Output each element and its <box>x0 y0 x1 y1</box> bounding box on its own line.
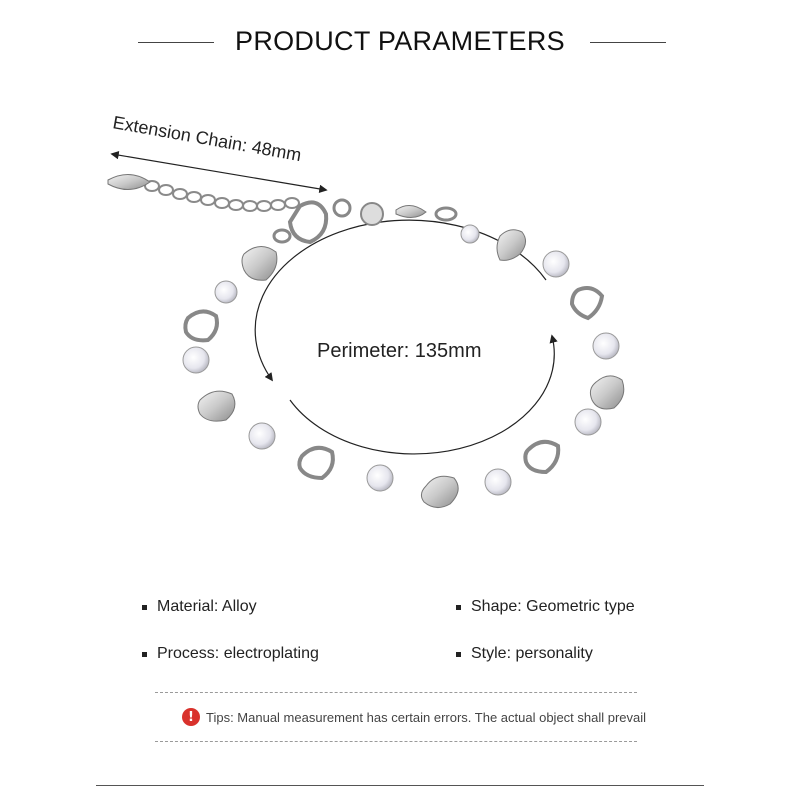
header <box>0 22 800 62</box>
bracelet-illustration <box>0 90 800 550</box>
spec-shape <box>456 598 635 616</box>
bullet-icon <box>456 652 461 657</box>
tips-text: Tips: Manual measurement has certain errors. The actual object shall prevail <box>206 709 647 725</box>
spec-style <box>456 645 593 663</box>
extension-chain <box>145 181 299 211</box>
bottom-divider <box>96 785 704 786</box>
spec-process <box>142 645 319 663</box>
header-divider-right <box>590 42 666 43</box>
extension-chain-label: Extension Chain: 48mm <box>111 112 303 166</box>
warning-icon: ! <box>182 708 200 726</box>
perimeter-label: Perimeter: 135mm <box>317 340 482 362</box>
spec-process-text: Process: electroplating <box>157 645 319 662</box>
spec-material-text: Material: Alloy <box>157 598 257 615</box>
bullet-icon <box>142 605 147 610</box>
bullet-icon <box>456 605 461 610</box>
tips-divider-bottom <box>155 741 637 742</box>
bullet-icon <box>142 652 147 657</box>
spec-shape-text: Shape: Geometric type <box>471 598 635 615</box>
page-title: PRODUCT PARAMETERS <box>235 26 565 56</box>
spec-style-text: Style: personality <box>471 645 593 662</box>
tag-charm <box>108 174 150 189</box>
tips-note <box>182 708 646 726</box>
spec-material <box>142 598 257 616</box>
tips-divider-top <box>155 692 637 693</box>
